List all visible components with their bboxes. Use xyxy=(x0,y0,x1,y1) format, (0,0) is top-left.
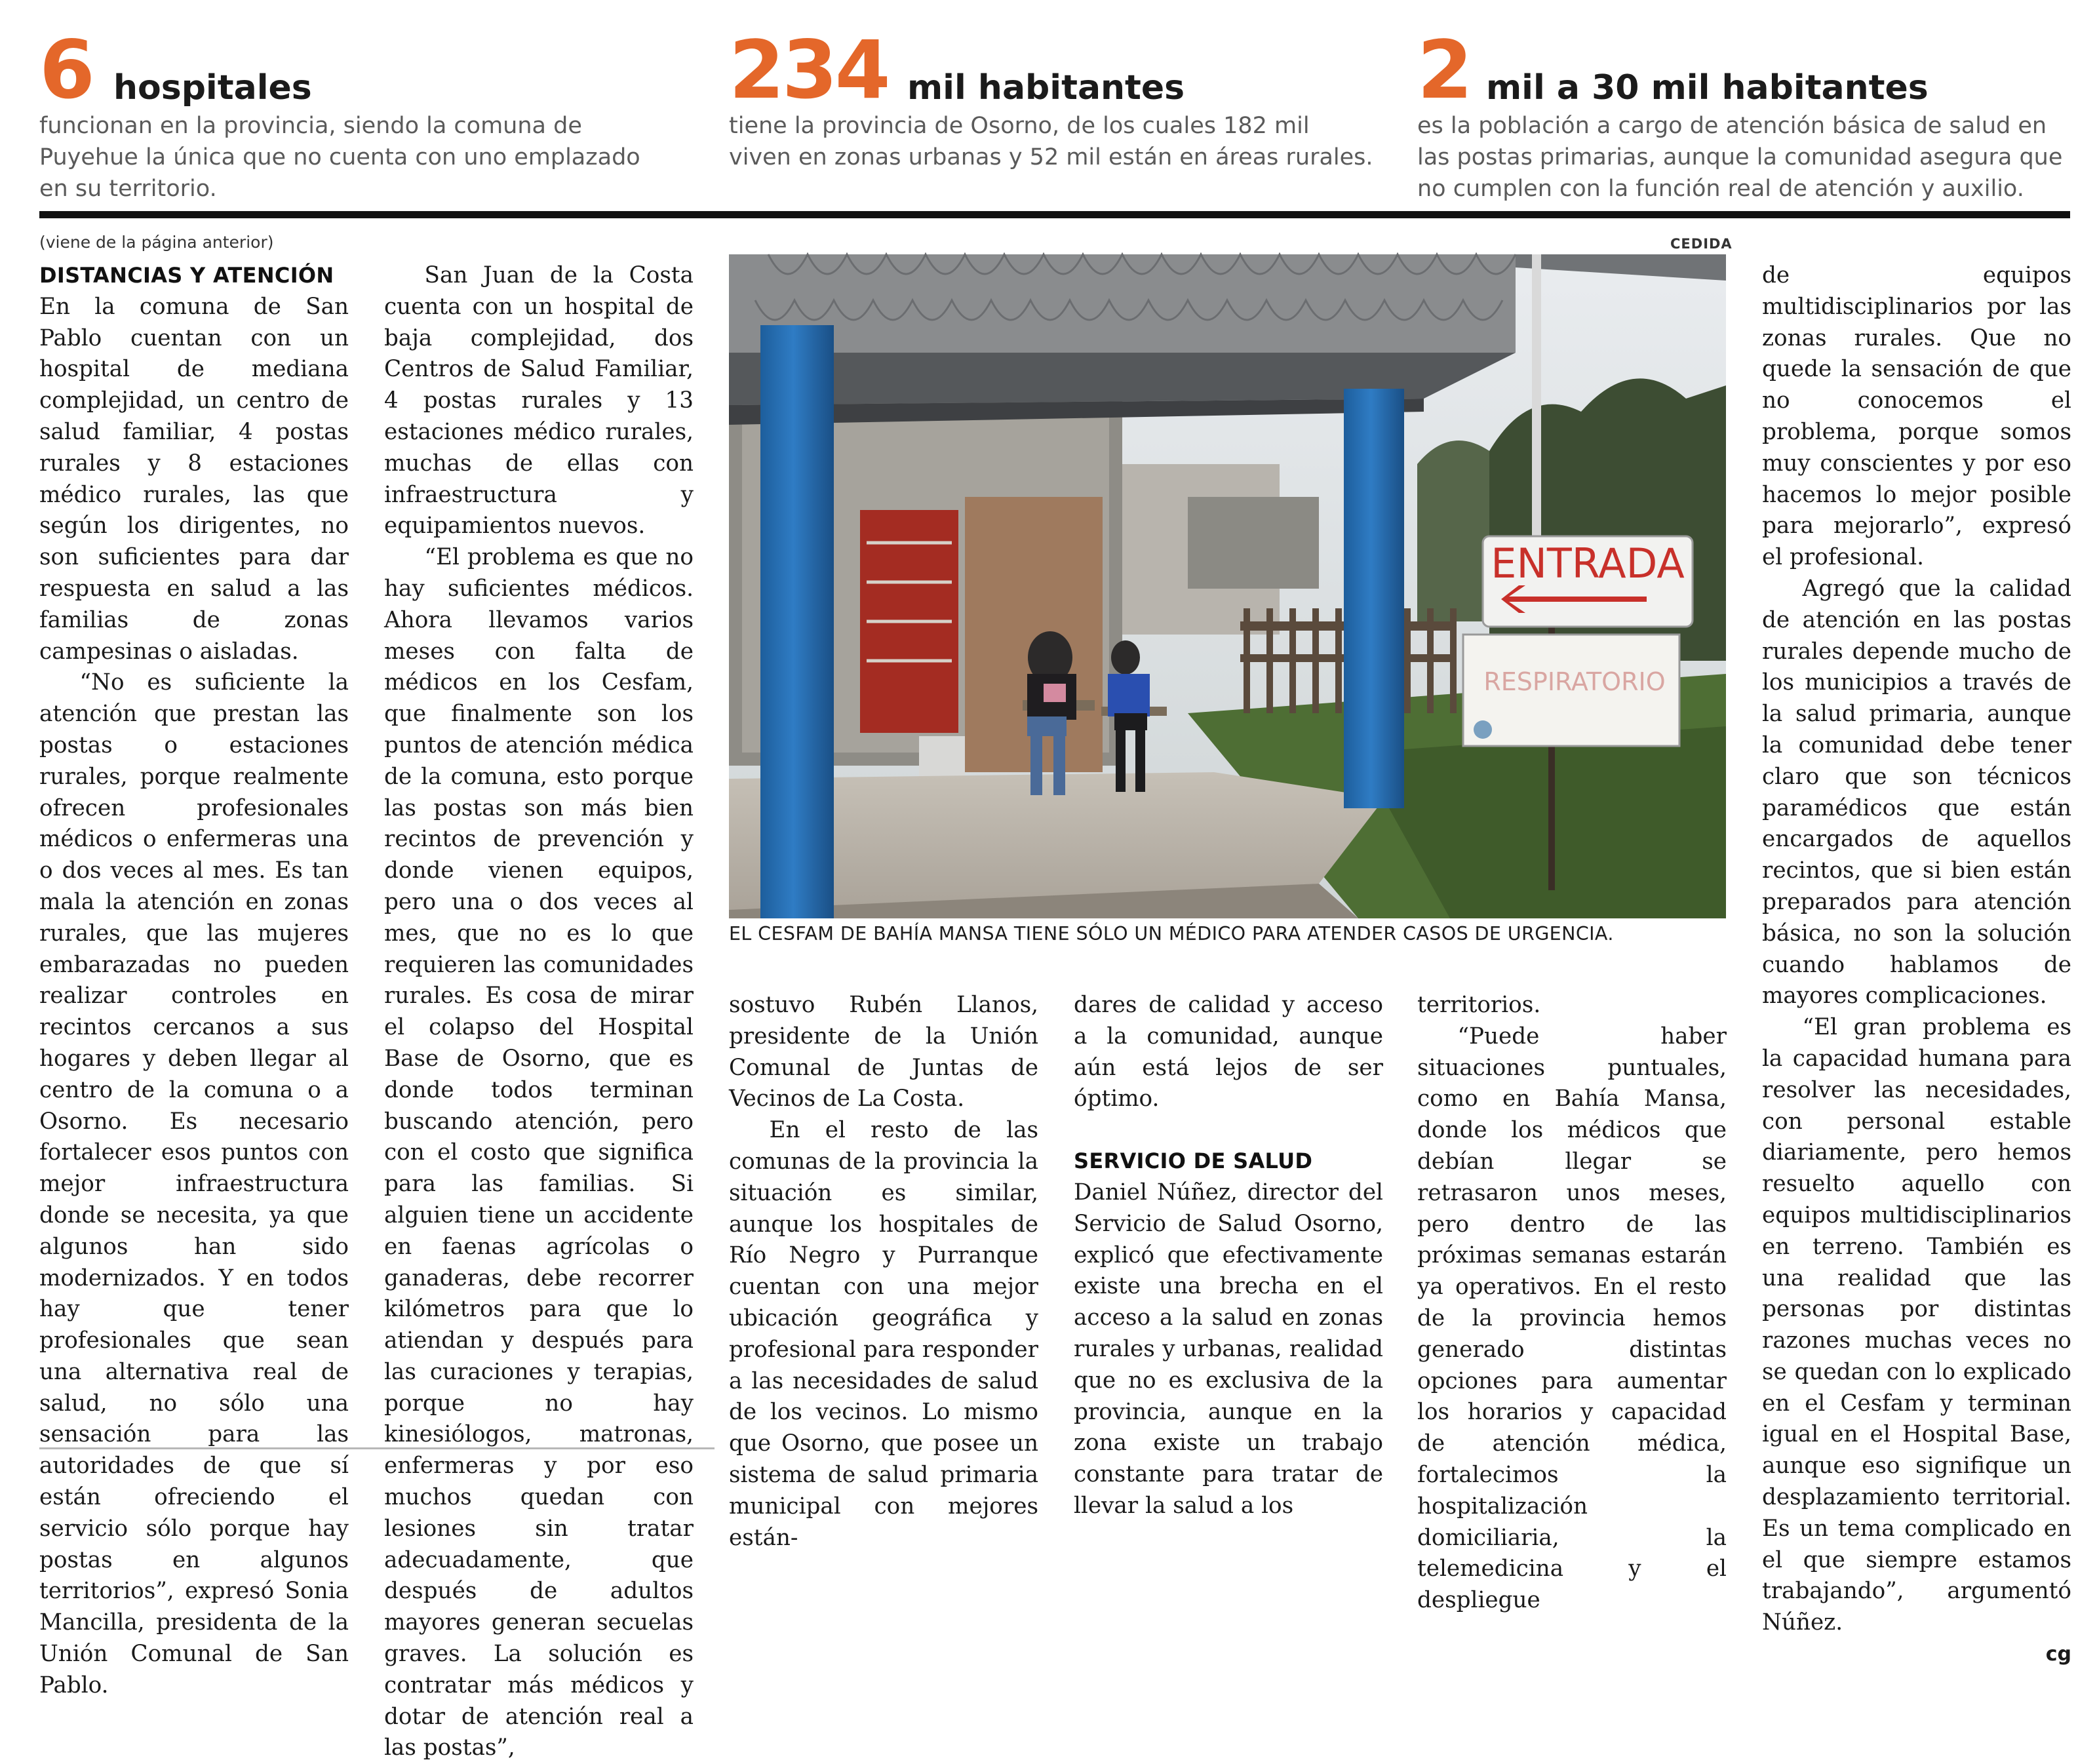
bottom-rule xyxy=(39,1447,715,1449)
stat-unit: mil habitantes xyxy=(907,68,1185,108)
section-divider xyxy=(39,211,2070,218)
stat-coverage xyxy=(1417,18,2073,208)
paragraph: “El gran problema es la capacidad humana para resolver las necesidades, con personal estable diariamente, pero hemos resuelto aquello con equipos multidisciplinarios en terreno. También es una realidad que las personas por distintas razones muchas veces no se quedan con lo explicado en el Cesfam y terminan igual en el Hospital Base, aunque eso signifique un desplazamiento territorial. Es un tema complicado en el que siempre estamos trabajando”, argumentó Núñez. xyxy=(1762,1014,2071,1636)
article-photo xyxy=(729,254,1726,918)
paragraph: dares de calidad y acceso a la comunidad, aunque aún está lejos de ser óptimo. xyxy=(1074,992,1383,1112)
photo-credit: CEDIDA xyxy=(1670,236,1733,252)
stat-unit: mil a 30 mil habitantes xyxy=(1486,68,1929,108)
article-column-3 xyxy=(729,990,1038,1551)
article-column-1 xyxy=(39,260,349,1698)
sign-respiratorio-text: RESPIRATORIO xyxy=(1483,667,1666,696)
section-heading: SERVICIO DE SALUD xyxy=(1074,1148,1313,1174)
paragraph: territorios. xyxy=(1417,992,1541,1018)
stat-unit: hospitales xyxy=(113,68,312,108)
paragraph: Agregó que la calidad de atención en las postas rurales depende mucho de los municipios a través de la salud primaria, aunque la comunidad debe tener claro que son técnicos paramédicos que están encargados de aquellos recintos, que si bien están preparados para atención básica, no son la solución cuando hablamos de mayores complicaciones. xyxy=(1762,575,2071,1009)
entrance-sign xyxy=(1483,536,1693,627)
paragraph: “No es suficiente la atención que prestan las postas o estaciones rurales, porque realmente ofrecen profesionales médicos o enfermeras una o dos veces al mes. Es tan mala la atención en zonas rurales, que las mujeres embarazadas no pueden realizar controles en recintos cercanos a sus hogares y deben llegar al centro de la comuna o a Osorno. Es necesario fortalecer esos puntos con mejor infraestructura donde se necesita, ya que algunos han sido modernizados. Y en todos hay que tener profesionales que sean una alternativa real de salud, no sólo una sensación para las autoridades de que sí están ofreciendo el servicio sólo porque hay postas en algunos territorios”, expresó Sonia Mancilla, presidenta de la Unión Comunal de San Pablo. xyxy=(39,669,349,1698)
stat-number: 6 xyxy=(39,24,92,117)
paragraph: de equipos multidisciplinarios por las zonas rurales. Que no quede la sensación de que no conocemos el problema, porque somos muy conscientes y por eso hacemos lo mejor posible para mejorarlo”, expresó el profesional. xyxy=(1762,262,2071,571)
stat-hospitals xyxy=(39,18,695,208)
paragraph: En la comuna de San Pablo cuentan con un hospital de mediana complejidad, un centro de salud familiar, 4 postas rurales y 8 estaciones médico rurales, las que según los dirigentes, no son suficientes para dar respuesta en salud a las familias de zonas campesinas o aisladas. xyxy=(39,293,349,665)
cesfam-photo-illustration xyxy=(729,254,1726,918)
photo-caption: EL CESFAM DE BAHÍA MANSA TIENE SÓLO UN MÉDICO PARA ATENDER CASOS DE URGENCIA. xyxy=(729,923,1614,945)
paragraph: “Puede haber situaciones puntuales, como en Bahía Mansa, donde los médicos que debían llegar se retrasaron unos meses, pero dentro de las próximas semanas estarán ya operativos. En el resto de la provincia hemos generado distintas opciones para aumentar los horarios y capacidad de atención médica, fortalecimos la hospitalización domiciliaria, la telemedicina y el despliegue xyxy=(1417,1023,1727,1614)
article-column-2 xyxy=(384,260,694,1761)
paragraph: San Juan de la Costa cuenta con un hospital de baja complejidad, dos Centros de Salud Familiar, 4 postas rurales y 13 estaciones médico rurales, muchas de ellas con infraestructura y equipamientos nuevos. xyxy=(384,262,694,539)
paragraph: sostuvo Rubén Llanos, presidente de la Unión Comunal de Juntas de Vecinos de La Costa. xyxy=(729,992,1038,1112)
sign-entrada-text: ENTRADA xyxy=(1491,539,1685,587)
paragraph: En el resto de las comunas de la provincia la situación es similar, aunque los hospitales de Río Negro y Purranque cuentan con una mejor ubicación geográfica y profesional para responder a las necesidades de salud de los vecinos. Lo mismo que Osorno, que posee un sistema de salud primaria municipal con mejores están- xyxy=(729,1117,1038,1551)
blue-pillar xyxy=(1344,389,1404,808)
stat-description: es la población a cargo de atención básica de salud en las postas primarias, aunque la comunidad asegura que no cumplen con la función real de atención y auxilio. xyxy=(1417,113,2063,202)
stat-description: tiene la provincia de Osorno, de los cuales 182 mil viven en zonas urbanas y 52 mil están en áreas rurales. xyxy=(729,113,1373,170)
article-column-6 xyxy=(1762,260,2071,1666)
respiratory-sign xyxy=(1463,635,1679,746)
stat-description: funcionan en la provincia, siendo la comuna de Puyehue la única que no cuenta con uno emplazado en su territorio. xyxy=(39,113,640,202)
stat-population xyxy=(729,18,1391,208)
article-column-5 xyxy=(1417,990,1727,1614)
paragraph: “El problema es que no hay suficientes médicos. Ahora llevamos varios meses con falta de médicos en los Cesfam, que finalmente son los puntos de atención médica de la comuna, esto porque las postas son más bien recintos de prevención y donde vienen equipos, pero una o dos veces al mes, que no es lo que requieren las comunidades rurales. Es cosa de mirar el colapso del Hospital Base de Osorno, que es donde todos terminan buscando atención, pero con el costo que significa para las familias. Si alguien tiene un accidente en faenas agrícolas o ganaderas, debe recorrer kilómetros para que lo atiendan y después para las curaciones y terapias, porque no hay kinesiólogos, matronas, enfermeras y por eso muchos quedan con lesiones sin tratar adecuadamente, que después de adultos mayores generan secuelas graves. La solución es contratar más médicos y dotar de atención real a las postas”, xyxy=(384,544,694,1761)
article-column-4 xyxy=(1074,990,1383,1519)
paragraph: Daniel Núñez, director del Servicio de Salud Osorno, explicó que efectivamente existe una brecha en el acceso a la salud en zonas rurales y urbanas, realidad que no es exclusiva de la provincia, aunque en la zona existe un trabajo constante para tratar de llevar la salud a los xyxy=(1074,1179,1383,1519)
end-mark: cg xyxy=(2045,1643,2071,1666)
section-heading: DISTANCIAS Y ATENCIÓN xyxy=(39,263,334,288)
stat-number: 234 xyxy=(729,24,888,117)
stat-number: 2 xyxy=(1417,24,1470,117)
continued-note: (viene de la página anterior) xyxy=(39,233,274,252)
blue-pillar xyxy=(760,325,834,918)
